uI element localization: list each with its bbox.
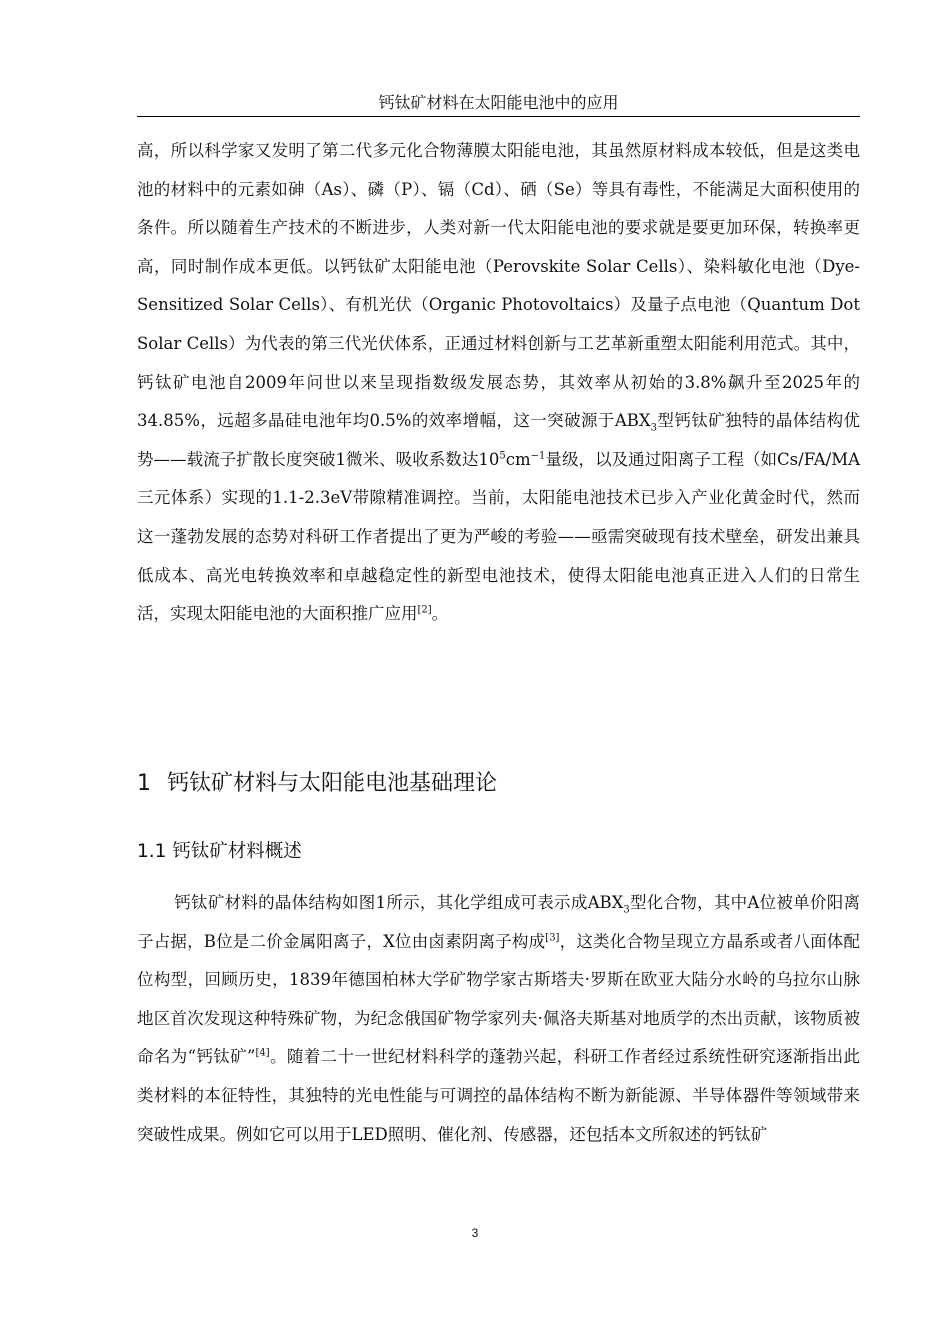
page-number: 3 bbox=[471, 1226, 479, 1240]
citation: [2] bbox=[417, 604, 432, 616]
running-header: 钙钛矿材料在太阳能电池中的应用 bbox=[378, 93, 619, 112]
intro-paragraph: 高，所以科学家又发明了第二代多元化合物薄膜太阳能电池，其虽然原材料成本较低，但是这类电池的材料中的元素如砷（As）、磷（P）、镉（Cd）、硒（Se）等具有毒性，不能满足大面积使用的条件。所以随着生产技术的不断进步，人类对新一代太阳能电池的要求就是要更加环保，转换率更高，同时制作成本更低。以钙钛矿太阳能电池（Perovskite Solar Cells）、染料敏化电池（Dye-Sensitized Solar Cells）、有机光伏（Organic Photovoltaics）及量子点电池（Quantum Dot Solar Cells）为代表的第三代光伏体系，正通过材料创新与工艺革新重塑太阳能利用范式。其中，钙钛矿电池自2009年问世以来呈现指数级发展态势，其效率从初始的3.8%飙升至2025年的34.85%，远超多晶硅电池年均0.5%的效率增幅，这一突破源于$ABX_3$型钙钛矿独特的晶体结构优势——载流子扩散长度突破1微米、吸收系数达$10^5cm^{-1}$量级，以及通过阳离子工程（如Cs/FA/MA三元体系）实现的1.1-2.3eV带隙精准调控。当前，太阳能电池技术已步入产业化黄金时代，然而这一蓬勃发展的态势对科研工作者提出了更为严峻的考验——亟需突破现有技术壁垒，研发出兼具低成本、高光电转换效率和卓越稳定性的新型电池技术，使得太阳能电池真正进入人们的日常生活，实现太阳能电池的大面积推广应用[2]。 bbox=[137, 141, 861, 624]
citation: [4] bbox=[255, 1047, 270, 1059]
header-rule bbox=[137, 116, 860, 117]
subsection-heading: 1.1 钙钛矿材料概述 bbox=[137, 841, 302, 862]
citation: [3] bbox=[545, 932, 560, 944]
body-paragraph: 钙钛矿材料的晶体结构如图1所示，其化学组成可表示成$ABX_3$型化合物，其中A位被单价阳离子占据，B位是二价金属阳离子，X位由卤素阴离子构成[3]，这类化合物呈现立方晶系或者八面体配位构型，回顾历史，1839年德国柏林大学矿物学家古斯塔夫·罗斯在欧亚大陆分水岭的乌拉尔山脉地区首次发现这种特殊矿物，为纪念俄国矿物学家列夫·佩洛夫斯基对地质学的杰出贡献，该物质被命名为“钙钛矿”[4]。随着二十一世纪材料科学的蓬勃兴起，科研工作者经过系统性研究逐渐指出此类材料的本征特性，其独特的光电性能与可调控的晶体结构不断为新能源、半导体器件等领域带来突破性成果。例如它可以用于LED照明、催化剂、传感器，还包括本文所叙述的钙钛矿 bbox=[137, 893, 861, 1144]
section-heading: 1 钙钛矿材料与太阳能电池基础理论 bbox=[137, 771, 498, 796]
